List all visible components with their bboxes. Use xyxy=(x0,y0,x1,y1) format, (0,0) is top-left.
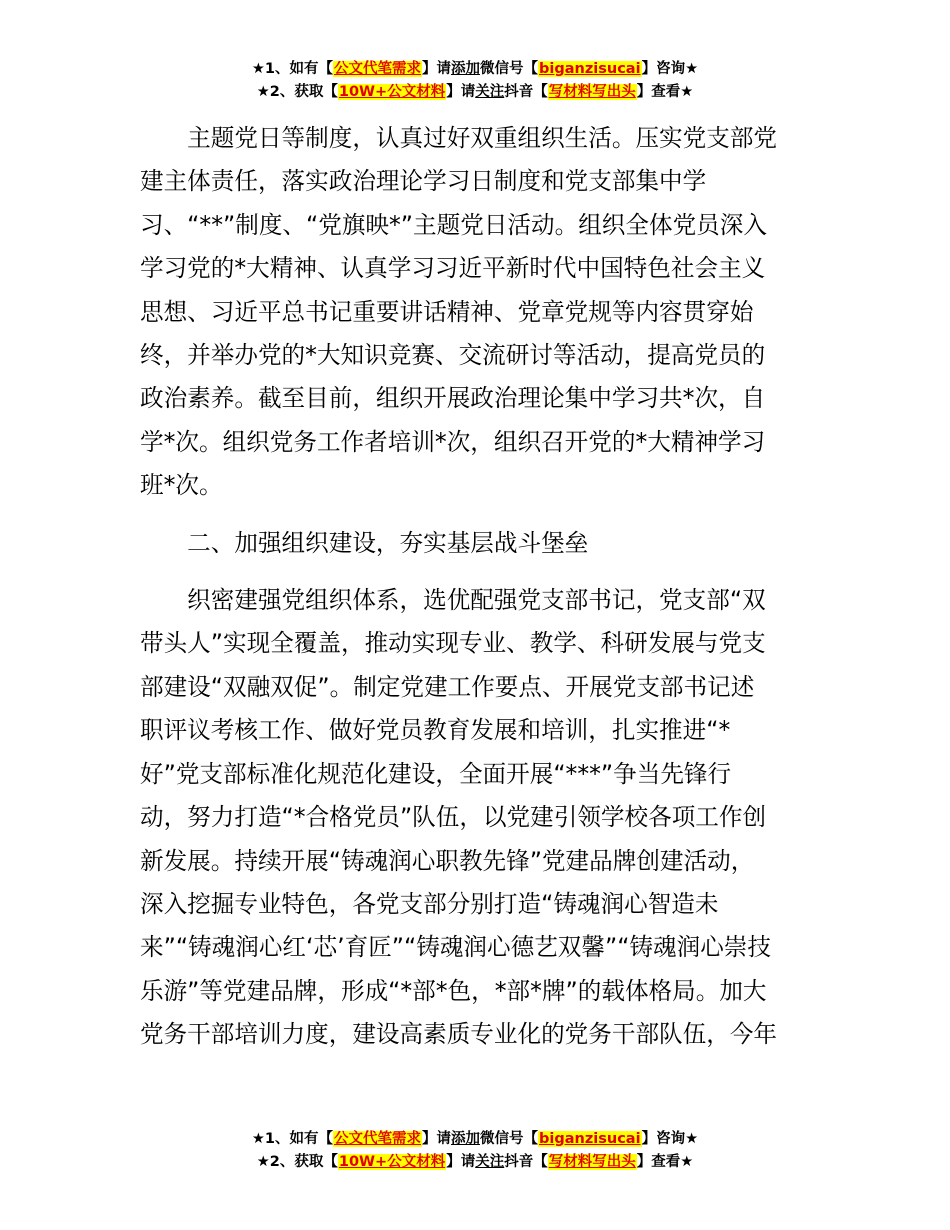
highlight-wechat-id: biganzisucai xyxy=(539,61,641,77)
banner-text: 抖音【 xyxy=(504,1154,548,1170)
banner-text-underlined: 关注 xyxy=(475,84,505,100)
banner-text: 抖音【 xyxy=(504,84,548,100)
banner-line-2 xyxy=(0,81,950,104)
banner-text: 微信号【 xyxy=(480,61,539,77)
banner-line-1 xyxy=(0,1128,950,1151)
text-line: 建主体责任，落实政治理论学习日制度和党支部集中学 xyxy=(140,167,707,196)
text-line: 新发展。持续开展“铸魂润心职教先锋”党建品牌创建活动， xyxy=(140,846,755,875)
banner-text: 】请 xyxy=(446,84,476,100)
text-line: 乐游”等党建品牌，形成“*部*色，*部*牌”的载体格局。加大 xyxy=(140,976,767,1005)
banner-text: 】查看★ xyxy=(636,1154,694,1170)
text-line: 党务干部培训力度，建设高素质专业化的党务干部队伍，今年 xyxy=(140,1020,778,1049)
paragraph-1 xyxy=(140,117,812,508)
text-line: 思想、习近平总书记重要讲话精神、党章党规等内容贯穿始 xyxy=(140,297,754,326)
banner-text: 】咨询★ xyxy=(641,61,699,77)
text-line: 政治素养。截至目前，组织开展政治理论集中学习共*次，自 xyxy=(140,384,766,413)
text-line: 终，并举办党的*大知识竞赛、交流研讨等活动，提高党员的 xyxy=(140,341,766,370)
banner-text: ★2、获取【 xyxy=(256,1154,338,1170)
banner-text: 微信号【 xyxy=(480,1131,539,1147)
text-line: 好”党支部标准化规范化建设，全面开展“***”争当先锋行 xyxy=(140,759,732,788)
paragraph-2 xyxy=(140,579,812,1056)
heading-line: 二、加强组织建设，夯实基层战斗堡垒 xyxy=(140,528,589,557)
banner-text: 】请 xyxy=(446,1154,476,1170)
text-line: 动，努力打造“*合格党员”队伍，以党建引领学校各项工作创 xyxy=(140,803,767,832)
text-line: 深入挖掘专业特色，各党支部分别打造“铸魂润心智造未 xyxy=(140,889,719,918)
text-line: 班*次。 xyxy=(140,471,223,500)
text-line: 习、“**”制度、“党旗映*”主题党日活动。组织全体党员深入 xyxy=(140,210,767,239)
text-line: 织密建强党组织体系，选优配强党支部书记，党支部“双 xyxy=(140,586,766,615)
banner-text: ★2、获取【 xyxy=(256,84,338,100)
banner-text: 】咨询★ xyxy=(641,1131,699,1147)
highlight-materials: 10W+公文材料 xyxy=(338,1154,446,1170)
text-line: 带头人”实现全覆盖，推动实现专业、教学、科研发展与党支 xyxy=(140,629,766,658)
banner-text: 】请 xyxy=(422,1131,452,1147)
banner-text-underlined: 关注 xyxy=(475,1154,505,1170)
section-heading xyxy=(140,522,812,565)
highlight-douyin: 写材料写出头 xyxy=(548,84,636,100)
footer-banner xyxy=(0,1128,950,1174)
banner-text-underlined: 添加 xyxy=(451,61,481,77)
banner-text: ★1、如有【 xyxy=(251,1131,334,1147)
banner-text: 】查看★ xyxy=(636,84,694,100)
banner-text: 】请 xyxy=(422,61,452,77)
banner-text: ★1、如有【 xyxy=(251,61,334,77)
text-line: 部建设“双融双促”。制定党建工作要点、开展党支部书记述 xyxy=(140,672,755,701)
text-line: 学习党的*大精神、认真学习习近平新时代中国特色社会主义 xyxy=(140,254,766,283)
banner-text-underlined: 添加 xyxy=(451,1131,481,1147)
highlight-materials: 10W+公文材料 xyxy=(338,84,446,100)
banner-line-1 xyxy=(0,58,950,81)
highlight-wechat-id: biganzisucai xyxy=(539,1131,641,1147)
header-banner xyxy=(0,58,950,104)
highlight-service: 公文代笔需求 xyxy=(334,1131,422,1147)
text-line: 职评议考核工作、做好党员教育发展和培训，扎实推进“* xyxy=(140,716,731,745)
highlight-service: 公文代笔需求 xyxy=(334,61,422,77)
document-body xyxy=(140,117,812,1057)
text-line: 主题党日等制度，认真过好双重组织生活。压实党支部党 xyxy=(140,124,778,152)
text-line: 来”“铸魂润心红‘芯’育匠”“铸魂润心德艺双馨”“铸魂润心崇技 xyxy=(140,933,771,962)
text-line: 学*次。组织党务工作者培训*次，组织召开党的*大精神学习 xyxy=(140,427,766,456)
banner-line-2 xyxy=(0,1151,950,1174)
highlight-douyin: 写材料写出头 xyxy=(548,1154,636,1170)
